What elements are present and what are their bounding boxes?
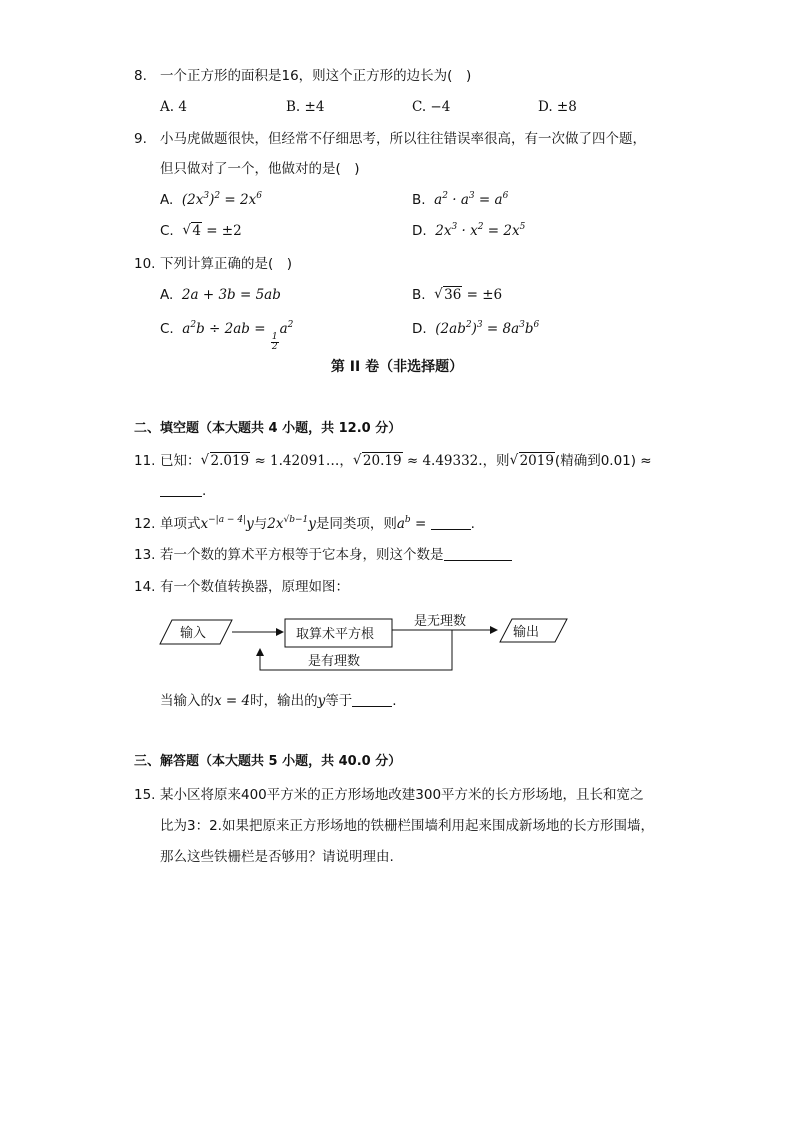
q12-same: 是同类项，则	[315, 516, 397, 532]
q8-number: 8.	[134, 68, 147, 84]
q14-stem: 有一个数值转换器，原理如图：	[160, 579, 349, 595]
q14-y: y	[317, 693, 326, 709]
q14-condition: x = 4	[214, 693, 251, 709]
q9-stem-line2: 但只做对了一个，他做对的是( )	[160, 161, 360, 177]
q11-stem	[160, 452, 652, 470]
option-label: C.	[160, 223, 174, 239]
option-label: B.	[412, 192, 426, 208]
formula: 2a + 3b = 5ab	[181, 287, 281, 303]
output-label: 输出	[513, 625, 540, 640]
q9-option-b	[412, 191, 508, 209]
rational-label: 是有理数	[308, 654, 361, 669]
section2-heading: 二、填空题（本大题共 4 小题，共 12.0 分）	[134, 421, 402, 436]
option-label: A.	[160, 192, 174, 208]
irrational-label: 是无理数	[414, 614, 467, 629]
q14-mid: 时，输出的	[250, 693, 318, 709]
formula: $(2x^3)^2 = 2x^6$	[177, 191, 262, 208]
q15-line3: 那么这些铁栅栏是否够用？请说明理由.	[160, 849, 394, 865]
option-label: A.	[160, 287, 174, 303]
q15-number: 15.	[134, 787, 156, 803]
q15-line1: 某小区将原来400平方米的正方形场地改建300平方米的长方形场地，且长和宽之	[160, 787, 644, 803]
option-label: D.	[412, 223, 427, 239]
q8-option-b: B. ±4	[286, 99, 325, 115]
q12-term-1: $x^{-|a - 4|}y$	[200, 515, 254, 532]
formula: $a^2b \div 2ab$ = $\frac{1}{2}$ $a^2$	[178, 320, 294, 352]
q9-option-c	[160, 222, 242, 240]
q14-tail: 等于	[325, 693, 353, 709]
q8-stem: 一个正方形的面积是16，则这个正方形的边长为( )	[160, 68, 472, 84]
q12-stem: 单项式$x^{-|a - 4|}y$与$2x^{√b-1}y$是同类项，则$a^b$ = .	[160, 515, 475, 532]
q10-option-c	[160, 320, 293, 352]
q12-and: 与	[253, 516, 268, 532]
q10-option-b	[412, 286, 502, 304]
q9-option-a	[160, 191, 262, 209]
part2-title: 第 II 卷（非选择题）	[330, 359, 464, 375]
q13-text: 若一个数的算术平方根等于它本身，则这个数是	[160, 547, 444, 563]
q13-number: 13.	[134, 547, 156, 563]
q14-number: 14.	[134, 579, 156, 595]
q12-term-2: $2x^{√b-1}y$	[267, 515, 316, 532]
formula: √ 4 = ±2	[178, 223, 242, 239]
q11-mid: ，则	[482, 453, 510, 469]
q10-stem: 下列计算正确的是( )	[160, 256, 293, 272]
q8-option-a: A. 4	[160, 99, 187, 115]
q9-stem-line1: 小马虎做题很快，但经常不仔细思考，所以往往错误率很高，有一次做了四个题，	[160, 131, 646, 147]
q11-formula-1: √ 2.019 ≈ 1.42091…，√ 20.19 ≈ 4.49332.	[201, 453, 483, 469]
q8-option-c: C. −4	[412, 99, 451, 115]
q14-flowchart	[150, 610, 590, 680]
q10-option-d	[412, 320, 539, 338]
q11-lead: 已知：	[160, 453, 201, 469]
q14-answer: 当输入的x = 4时，输出的y等于 .	[160, 693, 397, 709]
q12-lead: 单项式	[160, 516, 201, 532]
q11-number: 11.	[134, 453, 156, 469]
q15-line2: 比为3：2.如果把原来正方形场地的铁栅栏围墙利用起来围成新场地的长方形围墙，	[160, 818, 654, 834]
q13-stem	[160, 546, 512, 564]
q10-number: 10.	[134, 256, 156, 272]
formula: $2x^3 \cdot x^2 = 2x^5$	[435, 222, 526, 239]
process-label: 取算术平方根	[296, 627, 375, 642]
input-label: 输入	[180, 626, 207, 641]
q13-answer-blank[interactable]	[444, 560, 512, 561]
formula: √ 36 = ±6	[430, 287, 502, 303]
q8-option-d: D. ±8	[538, 99, 577, 115]
q14-lead: 当输入的	[160, 693, 214, 709]
q12-number: 12.	[134, 516, 156, 532]
q11-formula-2: √ 2019	[510, 453, 555, 469]
q9-option-d	[412, 222, 525, 240]
q10-option-a	[160, 286, 281, 304]
option-label: C.	[160, 321, 174, 337]
q12-answer-blank[interactable]	[431, 529, 471, 530]
option-label: D.	[412, 321, 427, 337]
q11-answer-blank[interactable]: .	[160, 482, 206, 500]
section3-heading: 三、解答题（本大题共 5 小题，共 40.0 分）	[134, 754, 402, 769]
formula: $(2ab^2)^3 = 8a^3b^6$	[435, 320, 540, 337]
formula: $a^2 \cdot a^3 = a^6$	[429, 191, 509, 208]
q11-tail: (精确到0.01) ≈	[554, 453, 652, 469]
q9-number: 9.	[134, 131, 147, 147]
q12-expr: $a^b$	[396, 515, 411, 532]
option-label: B.	[412, 287, 426, 303]
q14-answer-blank[interactable]	[352, 706, 392, 707]
